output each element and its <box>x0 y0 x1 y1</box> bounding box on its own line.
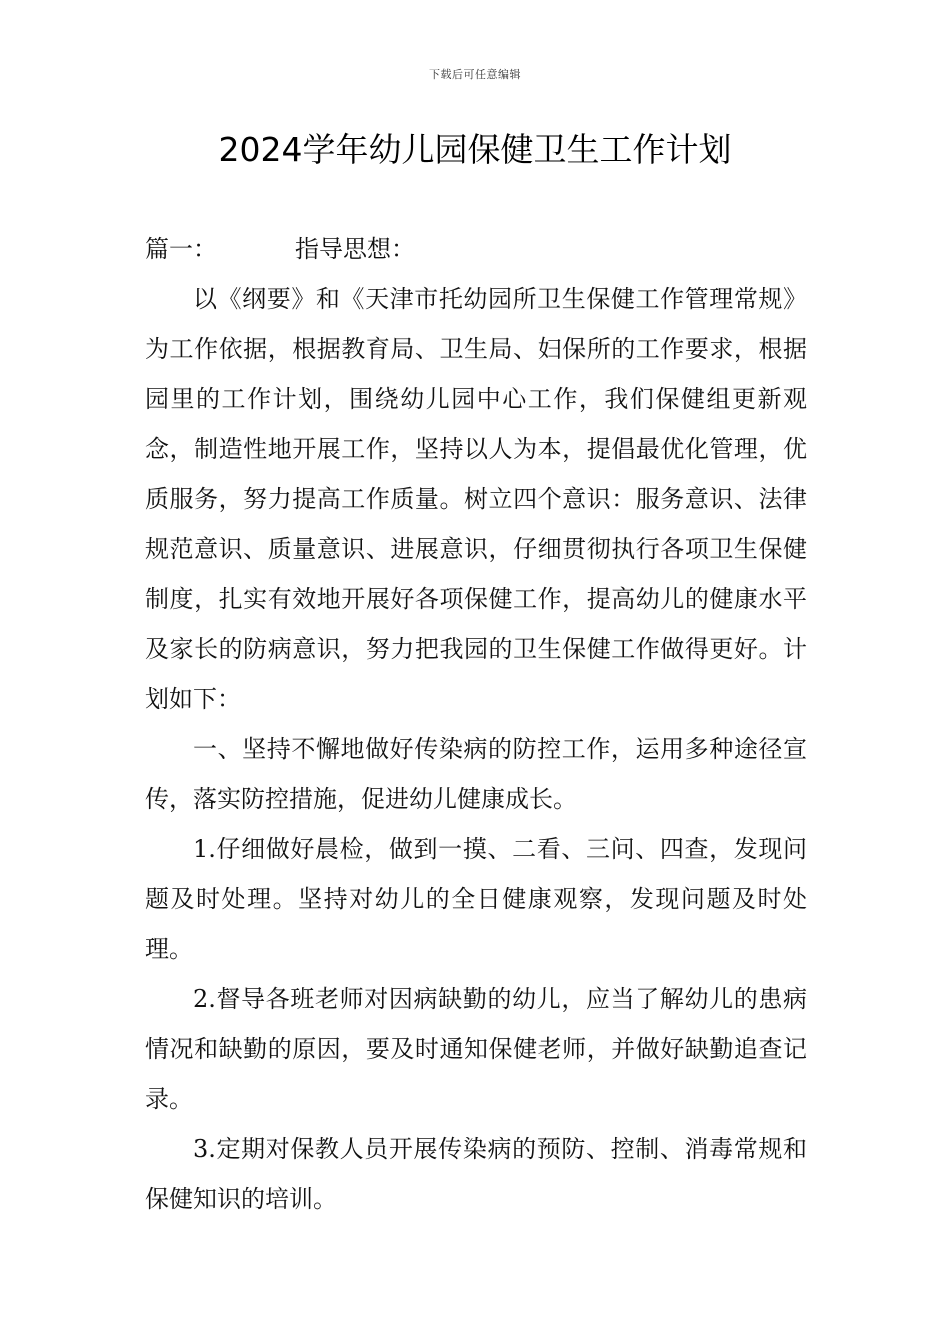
document-title: 2024学年幼儿园保健卫生工作计划 <box>218 130 732 169</box>
section-heading: 指导思想： <box>295 235 415 263</box>
paragraph-point-2: 2.督导各班老师对因病缺勤的幼儿，应当了解幼儿的患病情况和缺勤的原因，要及时通知保健老师，并做好缺勤追查记录。 <box>145 985 807 1113</box>
section-heading-line <box>145 224 807 274</box>
header-note: 下载后可任意编辑 <box>429 68 521 81</box>
document-body <box>145 224 807 1224</box>
paragraph-item-one: 一、坚持不懈地做好传染病的防控工作，运用多种途径宣传，落实防控措施，促进幼儿健康成长。 <box>145 735 807 813</box>
paragraph-point-1: 1.仔细做好晨检，做到一摸、二看、三问、四查，发现问题及时处理。坚持对幼儿的全日健康观察，发现问题及时处理。 <box>145 835 807 963</box>
paragraph-guiding-ideology: 以《纲要》和《天津市托幼园所卫生保健工作管理常规》为工作依据，根据教育局、卫生局、妇保所的工作要求，根据园里的工作计划，围绕幼儿园中心工作，我们保健组更新观念，制造性地开展工作，坚持以人为本，提倡最优化管理，优质服务，努力提高工作质量。树立四个意识：服务意识、法律规范意识、质量意识、进展意识，仔细贯彻执行各项卫生保健制度，扎实有效地开展好各项保健工作，提高幼儿的健康水平及家长的防病意识，努力把我园的卫生保健工作做得更好。计划如下： <box>145 285 807 713</box>
section-label: 篇一： <box>145 235 217 263</box>
paragraph-point-3: 3.定期对保教人员开展传染病的预防、控制、消毒常规和保健知识的培训。 <box>145 1135 807 1213</box>
